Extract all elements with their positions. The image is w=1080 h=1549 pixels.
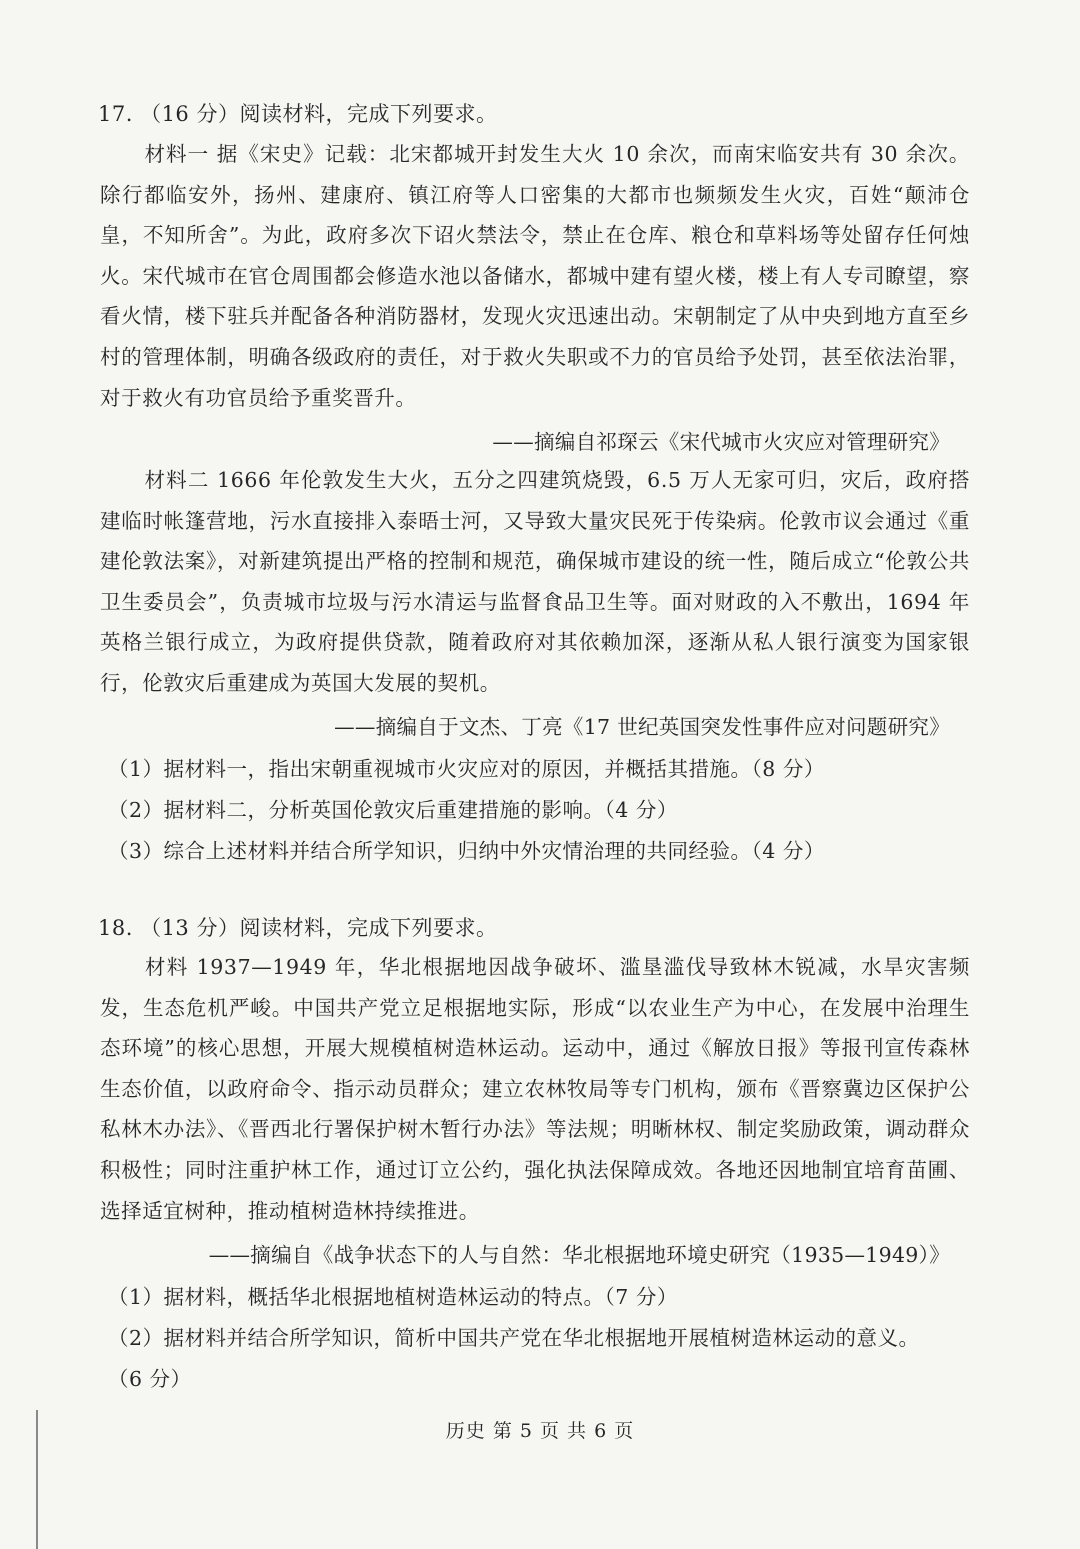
q18-question-2: （2）据材料并结合所学知识，简析中国共产党在华北根据地开展植树造林运动的意义。	[108, 1326, 920, 1350]
q17-material-1	[100, 134, 970, 418]
q18-question-1: （1）据材料，概括华北根据地植树造林运动的特点。（7 分）	[108, 1285, 678, 1309]
q17-material-1-text: 材料一 据《宋史》记载：北宋都城开封发生大火 10 余次，而南宋临安共有 30 余次。除行都临安外，扬州、建康府、镇江府等人口密集的大都市也频频发生火灾，百姓“颠沛仓皇，不知所舍”。为此，政府多次下诏火禁法令，禁止在仓库、粮仓和草料场等处留存任何烛火。宋代城市在官仓周围都会修造水池以备储水，都城中建有望火楼，楼上有人专司瞭望，察看火情，楼下驻兵并配备各种消防器材，发现火灾迅速出动。宋朝制定了从中央到地方直至乡村的管理体制，明确各级政府的责任，对于救火失职或不力的官员给予处罚，甚至依法治罪，对于救火有功官员给予重奖晋升。	[100, 142, 970, 410]
q17-material-2-text: 材料二 1666 年伦敦发生大火，五分之四建筑烧毁，6.5 万人无家可归，灾后，政府搭建临时帐篷营地，污水直接排入泰晤士河，又导致大量灾民死于传染病。伦敦市议会通过《重建伦敦法案》，对新建筑提出严格的控制和规范，确保城市建设的统一性，随后成立“伦敦公共卫生委员会”，负责城市垃圾与污水清运与监督食品卫生等。面对财政的入不敷出，1694 年英格兰银行成立，为政府提供贷款，随着政府对其依赖加深，逐渐从私人银行演变为国家银行，伦敦灾后重建成为英国大发展的契机。	[100, 468, 970, 695]
q17-source-2: ——摘编自于文杰、丁亮《17 世纪英国突发性事件应对问题研究》	[334, 715, 950, 739]
q18-material	[100, 947, 970, 1231]
q17-material-2	[100, 460, 970, 704]
q17-question-2: （2）据材料二，分析英国伦敦灾后重建措施的影响。（4 分）	[108, 798, 678, 822]
q18-source: ——摘编自《战争状态下的人与自然：华北根据地环境史研究（1935—1949）》	[208, 1243, 950, 1267]
q17-question-3: （3）综合上述材料并结合所学知识，归纳中外灾情治理的共同经验。（4 分）	[108, 839, 825, 863]
q18-question-2-points: （6 分）	[108, 1367, 192, 1391]
q18-material-text: 材料 1937—1949 年，华北根据地因战争破坏、滥垦滥伐导致林木锐减，水旱灾害频发，生态危机严峻。中国共产党立足根据地实际，形成“以农业生产为中心，在发展中治理生态环境”的核心思想，开展大规模植树造林运动。运动中，通过《解放日报》等报刊宣传森林生态价值，以政府命令、指示动员群众；建立农林牧局等专门机构，颁布《晋察冀边区保护公私林木办法》、《晋西北行署保护树木暂行办法》等法规；明晰林权、制定奖励政策，调动群众积极性；同时注重护林工作，通过订立公约，强化执法保障成效。各地还因地制宜培育苗圃、选择适宜树种，推动植树造林持续推进。	[100, 955, 970, 1223]
q17-title: 17. （16 分）阅读材料，完成下列要求。	[98, 102, 498, 126]
q17-question-1: （1）据材料一，指出宋朝重视城市火灾应对的原因，并概括其措施。（8 分）	[108, 757, 825, 781]
q17-source-1: ——摘编自祁琛云《宋代城市火灾应对管理研究》	[492, 430, 950, 454]
page-footer: 历史 第 5 页 共 6 页	[445, 1420, 635, 1442]
q18-title: 18. （13 分）阅读材料，完成下列要求。	[98, 916, 498, 940]
